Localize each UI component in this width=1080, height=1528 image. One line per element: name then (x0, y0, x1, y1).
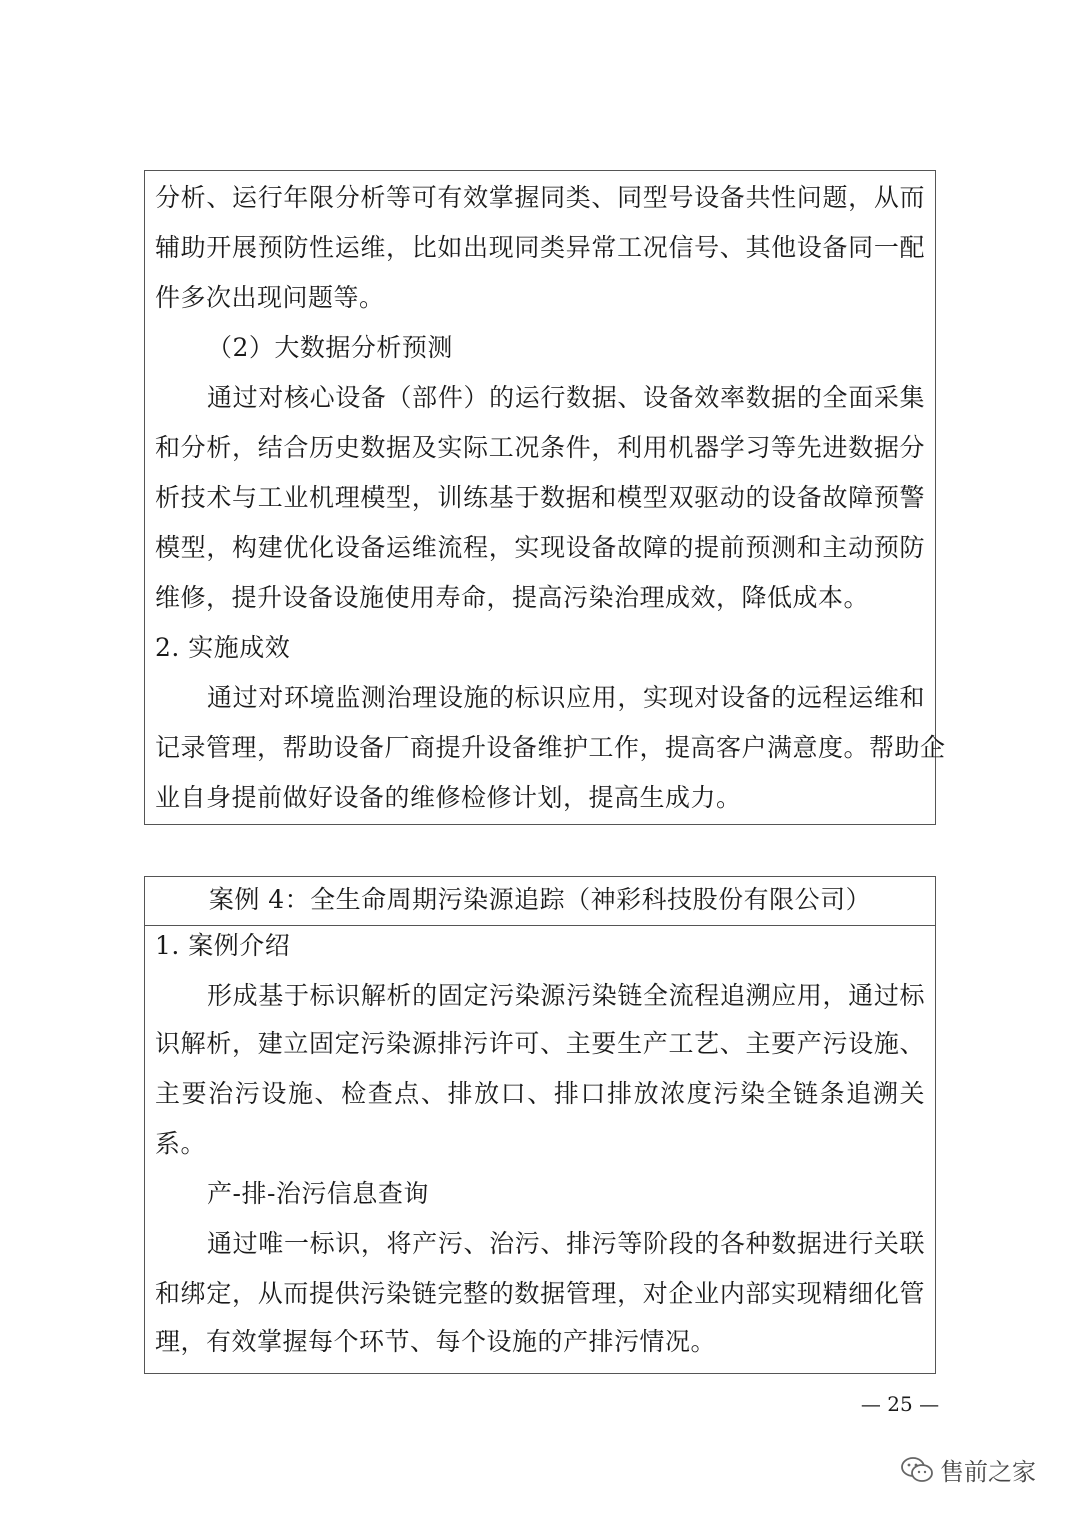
case-title: 案例 4：全生命周期污染源追踪（神彩科技股份有限公司） (208, 885, 872, 914)
case-box (144, 876, 936, 1374)
subheading: （2）大数据分析预测 (207, 333, 453, 362)
paragraph-line: 理，有效掌握每个环节、每个设施的产排污情况。 (155, 1327, 717, 1356)
paragraph-line: 模型，构建优化设备运维流程，实现设备故障的提前预测和主动预防 (155, 533, 925, 562)
content-box-continuation (144, 170, 946, 825)
wechat-icon (900, 1456, 934, 1484)
paragraph-line: 形成基于标识解析的固定污染源污染链全流程追溯应用，通过标 (207, 981, 925, 1010)
section-heading: 1. 案例介绍 (155, 931, 291, 960)
paragraph-line: 和绑定，从而提供污染链完整的数据管理，对企业内部实现精细化管 (155, 1279, 925, 1308)
paragraph-line: 系。 (155, 1129, 207, 1158)
paragraph-line: 通过对核心设备（部件）的运行数据、设备效率数据的全面采集 (207, 383, 925, 412)
paragraph-line: 识解析，建立固定污染源排污许可、主要生产工艺、主要产污设施、 (155, 1029, 925, 1058)
watermark-text: 售前之家 (940, 1458, 1036, 1486)
section-heading: 2. 实施成效 (155, 633, 291, 662)
page-number: — 25 — (860, 1392, 940, 1416)
paragraph-line: 件多次出现问题等。 (155, 283, 385, 312)
paragraph-line: 通过对环境监测治理设施的标识应用，实现对设备的远程运维和 (207, 683, 925, 712)
paragraph-line: 记录管理，帮助设备厂商提升设备维护工作，提高客户满意度。帮助企 (155, 733, 946, 762)
paragraph-line: 和分析，结合历史数据及实际工况条件，利用机器学习等先进数据分 (155, 433, 925, 462)
subheading: 产-排-治污信息查询 (207, 1179, 429, 1208)
paragraph-line: 维修，提升设备设施使用寿命，提高污染治理成效，降低成本。 (155, 583, 870, 612)
paragraph-line: 析技术与工业机理模型，训练基于数据和模型双驱动的设备故障预警 (155, 483, 925, 512)
case-title-row (145, 877, 935, 926)
paragraph-line: 分析、运行年限分析等可有效掌握同类、同型号设备共性问题，从而 (155, 183, 925, 212)
paragraph-line: 通过唯一标识，将产污、治污、排污等阶段的各种数据进行关联 (207, 1229, 925, 1258)
paragraph-line: 业自身提前做好设备的维修检修计划，提高生成力。 (155, 783, 742, 812)
paragraph-line: 主要治污设施、检查点、排放口、排口排放浓度污染全链条追溯关 (155, 1079, 925, 1108)
paragraph-line: 辅助开展预防性运维，比如出现同类异常工况信号、其他设备同一配 (155, 233, 925, 262)
watermark (900, 1452, 1036, 1487)
